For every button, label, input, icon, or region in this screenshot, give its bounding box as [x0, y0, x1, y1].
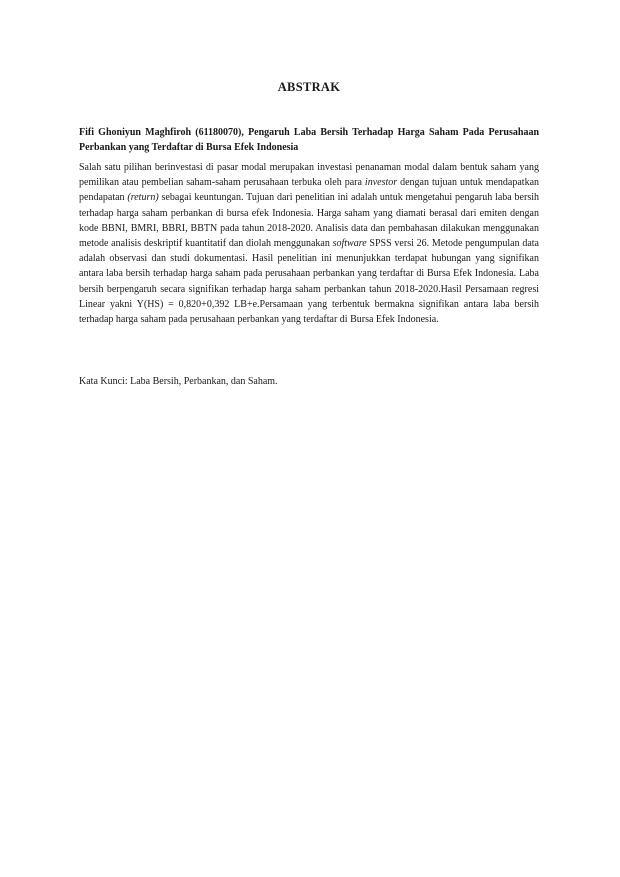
italic-term-return: (return) [127, 192, 159, 204]
abstract-title: ABSTRAK [277, 80, 341, 94]
abstract-paragraph [79, 160, 539, 327]
abstract-text-part: sebagai keuntungan. Tujuan dari penelitian ini adalah untuk mengetahui pengaruh laba bersih terhadap harga saham perbankan di bursa efek Indonesia. Harga saham yang diamati berasal dari emiten dengan kode BBNI, BMRI, BBRI, BBTN pada tahun 2018-2020. Analisis data dan pembahasan dilakukan menggunakan metode analisis deskriptif kuantitatif dan diolah menggunakan [79, 192, 539, 250]
thesis-title: Pengaruh Laba Bersih Terhadap Harga Saham Pada Perusahaan Perbankan yang Terdaftar di Bursa Efek Indonesia [79, 127, 540, 153]
italic-term-software: software [332, 238, 367, 250]
author-name: Fifi Ghoniyun Maghfiroh (61180070) [79, 127, 242, 138]
abstract-text-part: SPSS versi 26. Metode pengumpulan data adalah observasi dan studi dokumentasi. Hasil penelitian ini menunjukkan terdapat hubungan yang signifikan antara laba bersih terhadap harga saham pada perusahaan perbankan yang terdaftar di Bursa Efek Indonesia. Laba bersih berpengaruh secara signifikan terhadap harga saham perbankan tahun 2018-2020.Hasil Persamaan regresi Linear yakni Y(HS) = 0,820+0,392 LB+e.Persamaan yang terbentuk bermakna signifikan antara laba bersih terhadap harga saham pada perusahaan perbankan yang terdaftar di Bursa Efek Indonesia. [79, 238, 539, 326]
abstract-text-part: dengan tujuan untuk mendapatkan pendapatan [79, 177, 540, 204]
keywords-line: Kata Kunci: Laba Bersih, Perbankan, dan Saham. [79, 376, 278, 387]
abstract-text-part: Salah satu pilihan berinvestasi di pasar modal merupakan investasi penanaman modal dalam bentuk saham yang pemilikan atau pembelian saham-saham perusahaan terbuka oleh para [79, 162, 539, 189]
thesis-citation [79, 125, 539, 155]
italic-term-investor: investor [364, 177, 398, 189]
citation-separator: , [241, 127, 249, 138]
